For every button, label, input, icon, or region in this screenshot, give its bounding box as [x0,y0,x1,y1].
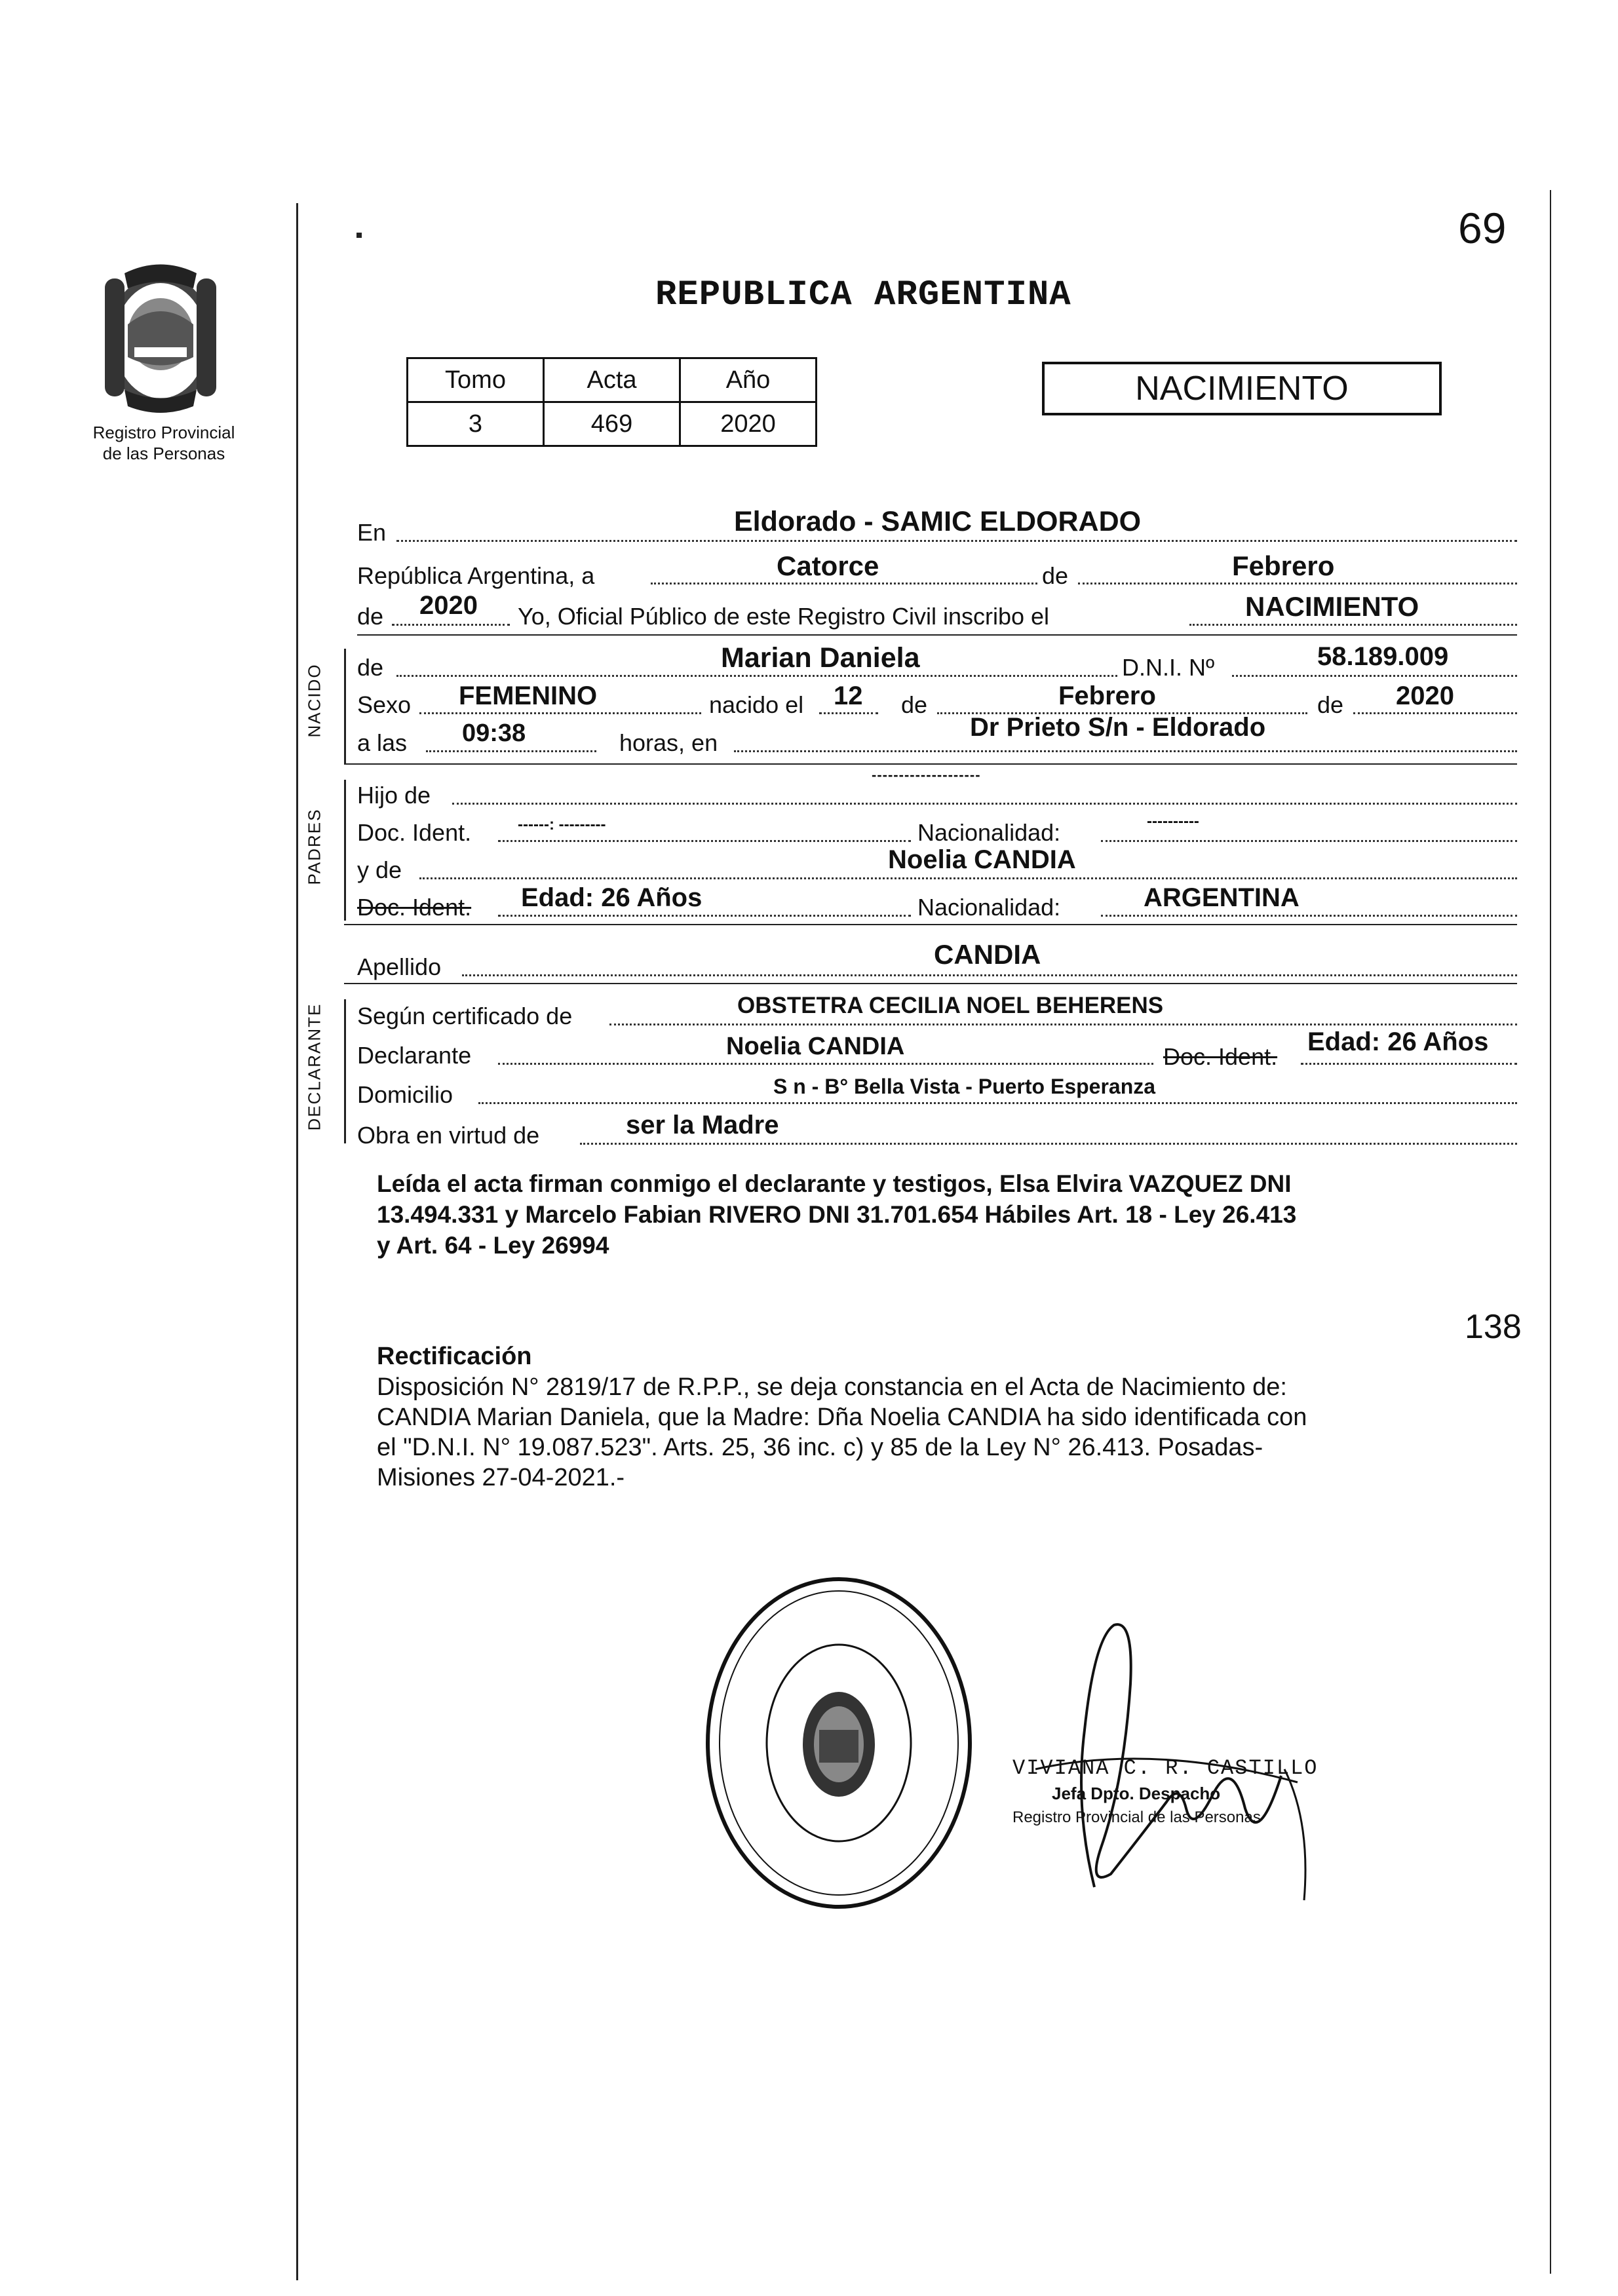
segun-value: OBSTETRA CECILIA NOEL BEHERENS [737,993,1164,1018]
dots [1301,1063,1517,1065]
yde-label: y de [357,856,402,883]
dots [580,1143,1517,1145]
apellido-value: CANDIA [934,939,1041,970]
header-acta: Acta [544,358,680,402]
dni-label: D.N.I. Nº [1122,654,1215,681]
nac-value: ---------- [1147,813,1199,830]
nacido-de3-label: de [1317,691,1344,718]
birth-month: Febrero [1058,681,1156,710]
dots [392,624,510,626]
dots [1101,915,1517,917]
rule [357,634,1517,636]
declarante-label: DECLARANTE [304,1003,324,1131]
dots [478,1102,1517,1104]
dots [396,540,1517,542]
decl-label: Declarante [357,1042,472,1069]
dots [1189,624,1517,626]
nacido-label: NACIDO [304,663,324,738]
logo-caption-1: Registro Provincial [92,423,235,442]
left-margin-line [296,203,298,2280]
yo-label: Yo, Oficial Público de este Registro Civil inscribo el [518,603,1050,630]
dots [396,675,1117,677]
dni-value: 58.189.009 [1317,642,1449,671]
dom-label: Domicilio [357,1081,453,1108]
decl-age: Edad: 26 Años [1307,1027,1489,1056]
birth-year: 2020 [1396,681,1454,710]
alas-label: a las [357,729,408,756]
birth-day: 12 [834,681,863,710]
mother-nationality: ARGENTINA [1144,883,1300,912]
page-number-2: 138 [1465,1308,1522,1346]
dots [1101,840,1517,842]
intro-de-label: de [1042,562,1069,589]
padres-bracket [344,780,346,921]
obra-value: ser la Madre [626,1111,779,1139]
closing-line-1: Leída el acta firman conmigo el declarante y testigos, Elsa Elvira VAZQUEZ DNI [377,1170,1292,1197]
decl-doc-label: Doc. Ident. [1163,1043,1278,1070]
dots [498,840,911,842]
nacido-name: Marian Daniela [721,642,920,674]
nacido-el-label: nacido el [709,691,804,718]
dots [498,1063,1153,1065]
header-anio: Año [680,358,817,402]
rule [344,763,1517,765]
rectificacion-line-4: Misiones 27-04-2021.- [377,1464,625,1491]
dots [419,712,701,714]
logo-caption-2: de las Personas [102,444,225,463]
dots [1078,583,1517,584]
rule [344,983,1517,984]
act-type-box [1042,362,1442,415]
rectificacion-title: Rectificación [377,1343,532,1370]
signature-title: Jefa Dpto. Despacho [1052,1784,1221,1803]
dots [734,750,1517,752]
mother-name: Noelia CANDIA [888,845,1076,874]
segun-label: Según certificado de [357,1003,573,1029]
doc2-label: Doc. Ident. [357,894,472,921]
en-value: Eldorado - SAMIC ELDORADO [734,506,1142,537]
value-anio: 2020 [680,402,817,446]
intro-de2-label: de [357,603,384,630]
nacido-de-label: de [357,654,384,681]
nac-label: Nacionalidad: [917,819,1061,846]
sexo-value: FEMENINO [459,681,598,710]
record-table [406,357,817,447]
nacido-de2-label: de [901,691,928,718]
dots [462,974,1517,976]
dots [426,750,596,752]
country-title: REPUBLICA ARGENTINA [655,275,1071,315]
inscribo-value: NACIMIENTO [1245,591,1419,622]
closing-line-3: y Art. 64 - Ley 26994 [377,1232,609,1259]
republica-label: República Argentina, a [357,562,595,589]
obra-label: Obra en virtud de [357,1122,540,1149]
dots [419,877,1517,879]
hijo-label: Hijo de [357,782,431,809]
hijo-dashes: -------------------- [872,767,981,783]
rectificacion-line-2: CANDIA Marian Daniela, que la Madre: Dña Noelia CANDIA ha sido identificada con [377,1404,1307,1431]
intro-day: Catorce [777,550,879,581]
mother-age: Edad: 26 Años [521,883,703,912]
dom-value: S n - B° Bella Vista - Puerto Esperanza [773,1075,1156,1098]
value-acta: 469 [544,402,680,446]
sexo-label: Sexo [357,691,412,718]
dots [819,712,878,714]
doc-label: Doc. Ident. [357,819,472,846]
intro-year: 2020 [419,591,478,620]
dots [651,583,1037,584]
act-type: NACIMIENTO [1135,370,1349,408]
apellido-label: Apellido [357,953,442,980]
rectificacion-line-3: el "D.N.I. N° 19.087.523". Arts. 25, 36 inc. c) y 85 de la Ley N° 26.413. Posadas- [377,1434,1263,1461]
official-seal [701,1573,976,1913]
closing-line-2: 13.494.331 y Marcelo Fabian RIVERO DNI 31.701.654 Hábiles Art. 18 - Ley 26.413 [377,1201,1297,1228]
nacido-bracket [344,649,346,763]
dots [452,803,1517,805]
birth-time: 09:38 [462,719,526,747]
doc-value: ------: --------- [518,816,606,833]
intro-month: Febrero [1232,550,1335,581]
header-tomo: Tomo [408,358,544,402]
dots [609,1024,1517,1025]
rule [344,924,1517,925]
rectificacion-line-1: Disposición N° 2819/17 de R.P.P., se deja constancia en el Acta de Nacimiento de: [377,1373,1287,1401]
en-label: En [357,519,387,546]
birth-place: Dr Prieto S/n - Eldorado [970,713,1266,742]
page-number: 69 [1458,204,1507,252]
decl-value: Noelia CANDIA [726,1033,905,1060]
speck [356,233,362,238]
declarante-bracket [344,999,346,1143]
dots [498,915,911,917]
signature-name: VIVIANA C. R. CASTILLO [1012,1756,1319,1780]
nac2-label: Nacionalidad: [917,894,1061,921]
dots [1353,712,1517,714]
padres-label: PADRES [304,808,324,885]
value-tomo: 3 [408,402,544,446]
right-margin-line [1550,190,1551,2274]
dots [1232,675,1517,677]
horas-label: horas, en [619,729,718,756]
province-logo [79,259,242,416]
signature-office: Registro Provincial de las Personas [1012,1808,1261,1826]
